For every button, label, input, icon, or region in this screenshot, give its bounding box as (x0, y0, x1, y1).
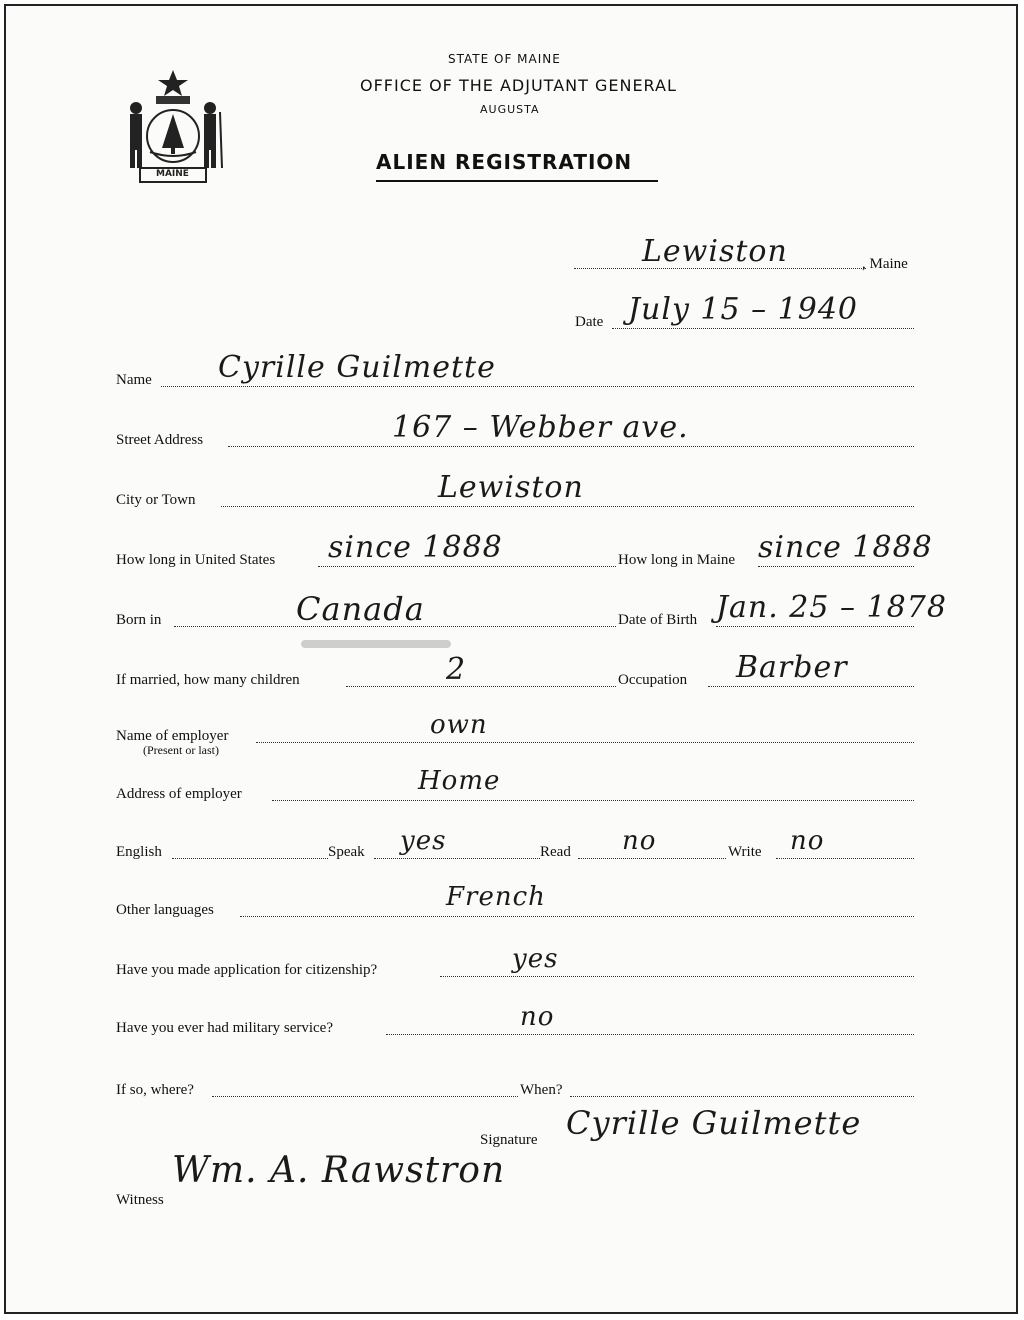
place-suffix: , Maine (862, 256, 908, 272)
military-value: no (520, 1002, 555, 1032)
name-value: Cyrille Guilmette (218, 350, 496, 385)
signature-label: Signature (480, 1132, 538, 1148)
title-underline (376, 180, 658, 182)
header-city: AUGUSTA (480, 103, 540, 116)
how-long-us-line (318, 566, 616, 567)
speak-line (374, 858, 540, 859)
read-label: Read (540, 844, 571, 860)
date-of-birth-label: Date of Birth (618, 612, 698, 628)
date-label: Date (575, 314, 604, 330)
military-line (386, 1034, 914, 1035)
born-in-value: Canada (296, 590, 425, 628)
read-line (578, 858, 726, 859)
where-label: If so, where? (116, 1082, 194, 1098)
employer-address-line (272, 800, 914, 801)
employer-name-note: (Present or last) (143, 743, 219, 757)
registration-form (4, 4, 1018, 1314)
military-label: Have you ever had military service? (116, 1020, 333, 1036)
children-line (346, 686, 616, 687)
how-long-us-value: since 1888 (328, 530, 503, 565)
employer-name-label: Name of employer (116, 728, 229, 744)
other-languages-value: French (446, 882, 546, 912)
signature-value: Cyrille Guilmette (566, 1104, 862, 1142)
date-of-birth-line (716, 626, 914, 627)
citizenship-label: Have you made application for citizenship? (116, 962, 378, 978)
city-line (221, 506, 914, 507)
write-label: Write (728, 844, 762, 860)
how-long-maine-line (758, 566, 914, 567)
employer-address-value: Home (418, 766, 501, 796)
witness-label: Witness (116, 1192, 164, 1208)
street-address-label: Street Address (116, 432, 204, 448)
born-in-label: Born in (116, 612, 162, 628)
occupation-label: Occupation (618, 672, 688, 688)
name-line (161, 386, 914, 387)
seal-motto: MAINE (156, 169, 189, 179)
other-languages-label: Other languages (116, 902, 214, 918)
name-label: Name (116, 372, 152, 388)
when-line (570, 1096, 914, 1097)
write-line (776, 858, 914, 859)
citizenship-line (440, 976, 914, 977)
occupation-value: Barber (736, 650, 848, 685)
employer-name-line (256, 742, 914, 743)
children-label: If married, how many children (116, 672, 300, 688)
when-label: When? (520, 1082, 563, 1098)
speak-value: yes (400, 826, 447, 856)
maine-state-seal (118, 68, 228, 186)
place-value: Lewiston (642, 234, 788, 269)
employer-address-label: Address of employer (116, 786, 242, 802)
write-value: no (790, 826, 825, 856)
how-long-maine-label: How long in Maine (618, 552, 736, 568)
employer-name-value: own (430, 710, 488, 740)
other-languages-line (240, 916, 914, 917)
english-line (172, 858, 328, 859)
english-label: English (116, 844, 162, 860)
where-line (212, 1096, 518, 1097)
header-state: STATE OF MAINE (448, 52, 561, 66)
date-line (612, 328, 914, 329)
date-of-birth-value: Jan. 25 – 1878 (716, 590, 947, 625)
ink-smudge (301, 640, 451, 648)
street-address-value: 167 – Webber ave. (392, 410, 689, 445)
occupation-line (708, 686, 914, 687)
how-long-maine-value: since 1888 (758, 530, 933, 565)
date-value: July 15 – 1940 (628, 292, 859, 327)
witness-signature: Wm. A. Rawstron (172, 1150, 506, 1191)
city-value: Lewiston (438, 470, 584, 505)
city-label: City or Town (116, 492, 196, 508)
speak-label: Speak (328, 844, 365, 860)
header-office: OFFICE OF THE ADJUTANT GENERAL (360, 76, 677, 95)
read-value: no (622, 826, 657, 856)
children-value: 2 (446, 652, 467, 687)
how-long-us-label: How long in United States (116, 552, 276, 568)
form-title: ALIEN REGISTRATION (376, 150, 633, 174)
citizenship-value: yes (512, 944, 559, 974)
street-address-line (228, 446, 914, 447)
